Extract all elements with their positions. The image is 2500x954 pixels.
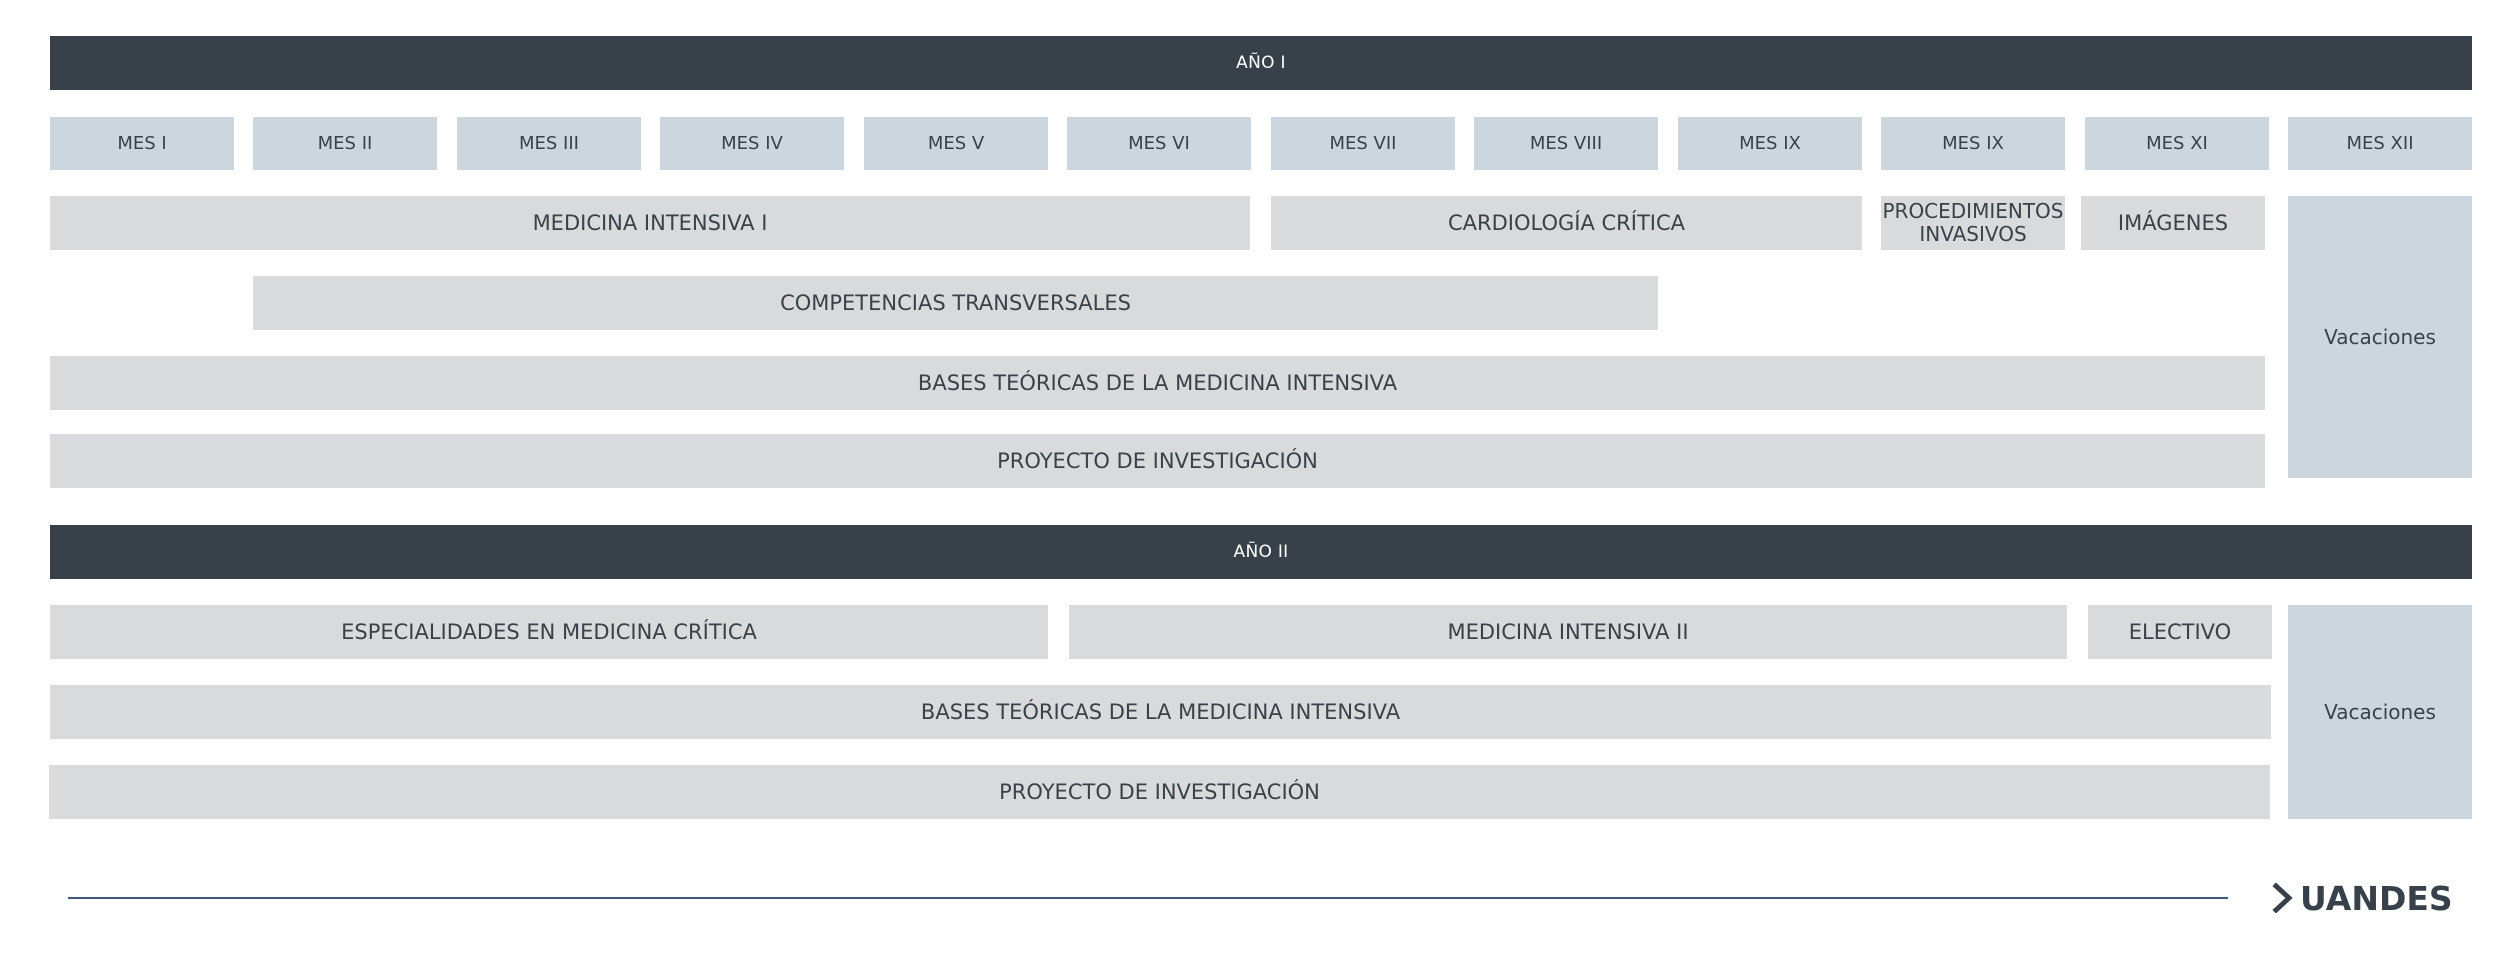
course-label: BASES TEÓRICAS DE LA MEDICINA INTENSIVA (920, 700, 1401, 724)
month-label: MES IV (721, 133, 783, 154)
course-medicina-intensiva-2 (1069, 605, 2067, 659)
course-label: PROYECTO DE INVESTIGACIÓN (997, 449, 1318, 473)
course-electivo (2088, 605, 2272, 659)
month-cell (2288, 117, 2472, 170)
year-2-title: AÑO II (1233, 542, 1289, 562)
month-label: MES IX (1739, 133, 1801, 154)
month-cell (1271, 117, 1455, 170)
vacation-block (2288, 196, 2472, 478)
course-label: PROYECTO DE INVESTIGACIÓN (999, 780, 1320, 804)
month-label: MES VIII (1529, 133, 1603, 154)
course-especialidades (50, 605, 1048, 659)
course-medicina-intensiva-1 (50, 196, 1250, 250)
course-competencias-transversales (253, 276, 1658, 330)
course-label-line-2: INVASIVOS (1919, 222, 2027, 246)
month-cell (253, 117, 437, 170)
vacation-block (2288, 605, 2472, 819)
course-label: IMÁGENES (2117, 211, 2229, 235)
month-label: MES I (117, 133, 167, 154)
chevron-right-icon (2272, 883, 2294, 913)
course-label: MEDICINA INTENSIVA I (532, 211, 768, 235)
course-cardiologia-critica (1271, 196, 1862, 250)
course-procedimientos-invasivos (1881, 196, 2065, 250)
course-label-line-1: PROCEDIMIENTOS (1882, 199, 2064, 223)
month-cell (1678, 117, 1862, 170)
month-label: MES II (317, 133, 373, 154)
footer-divider (68, 897, 2228, 899)
month-label: MES VII (1329, 133, 1397, 154)
month-cell (660, 117, 844, 170)
course-label: ESPECIALIDADES EN MEDICINA CRÍTICA (341, 620, 757, 644)
year-1-header (50, 36, 2472, 90)
course-imagenes (2081, 196, 2265, 250)
course-label: ELECTIVO (2128, 620, 2232, 644)
month-cell (1067, 117, 1251, 170)
month-cell (2085, 117, 2269, 170)
year-1-title: AÑO I (1236, 53, 1286, 73)
course-label: COMPETENCIAS TRANSVERSALES (780, 291, 1131, 315)
month-label: MES XI (2146, 133, 2208, 154)
vacation-label: Vacaciones (2324, 700, 2436, 724)
month-cell (50, 117, 234, 170)
course-bases-teoricas (50, 356, 2265, 410)
course-label: BASES TEÓRICAS DE LA MEDICINA INTENSIVA (917, 371, 1398, 395)
brand-logo (2272, 875, 2453, 921)
vacation-label: Vacaciones (2324, 325, 2436, 349)
month-label: MES XII (2346, 133, 2414, 154)
course-bases-teoricas (50, 685, 2271, 739)
year-2-header (50, 525, 2472, 579)
month-label: MES VI (1128, 133, 1190, 154)
month-cell (1474, 117, 1658, 170)
course-label: CARDIOLOGÍA CRÍTICA (1448, 211, 1685, 235)
month-cell (457, 117, 641, 170)
brand-name: UANDES (2300, 878, 2453, 918)
month-cell (1881, 117, 2065, 170)
course-proyecto-investigacion (49, 765, 2270, 819)
month-cell (864, 117, 1048, 170)
course-label: MEDICINA INTENSIVA II (1447, 620, 1689, 644)
month-label: MES V (927, 133, 985, 154)
month-label: MES IX (1942, 133, 2004, 154)
course-proyecto-investigacion (50, 434, 2265, 488)
month-label: MES III (519, 133, 579, 154)
